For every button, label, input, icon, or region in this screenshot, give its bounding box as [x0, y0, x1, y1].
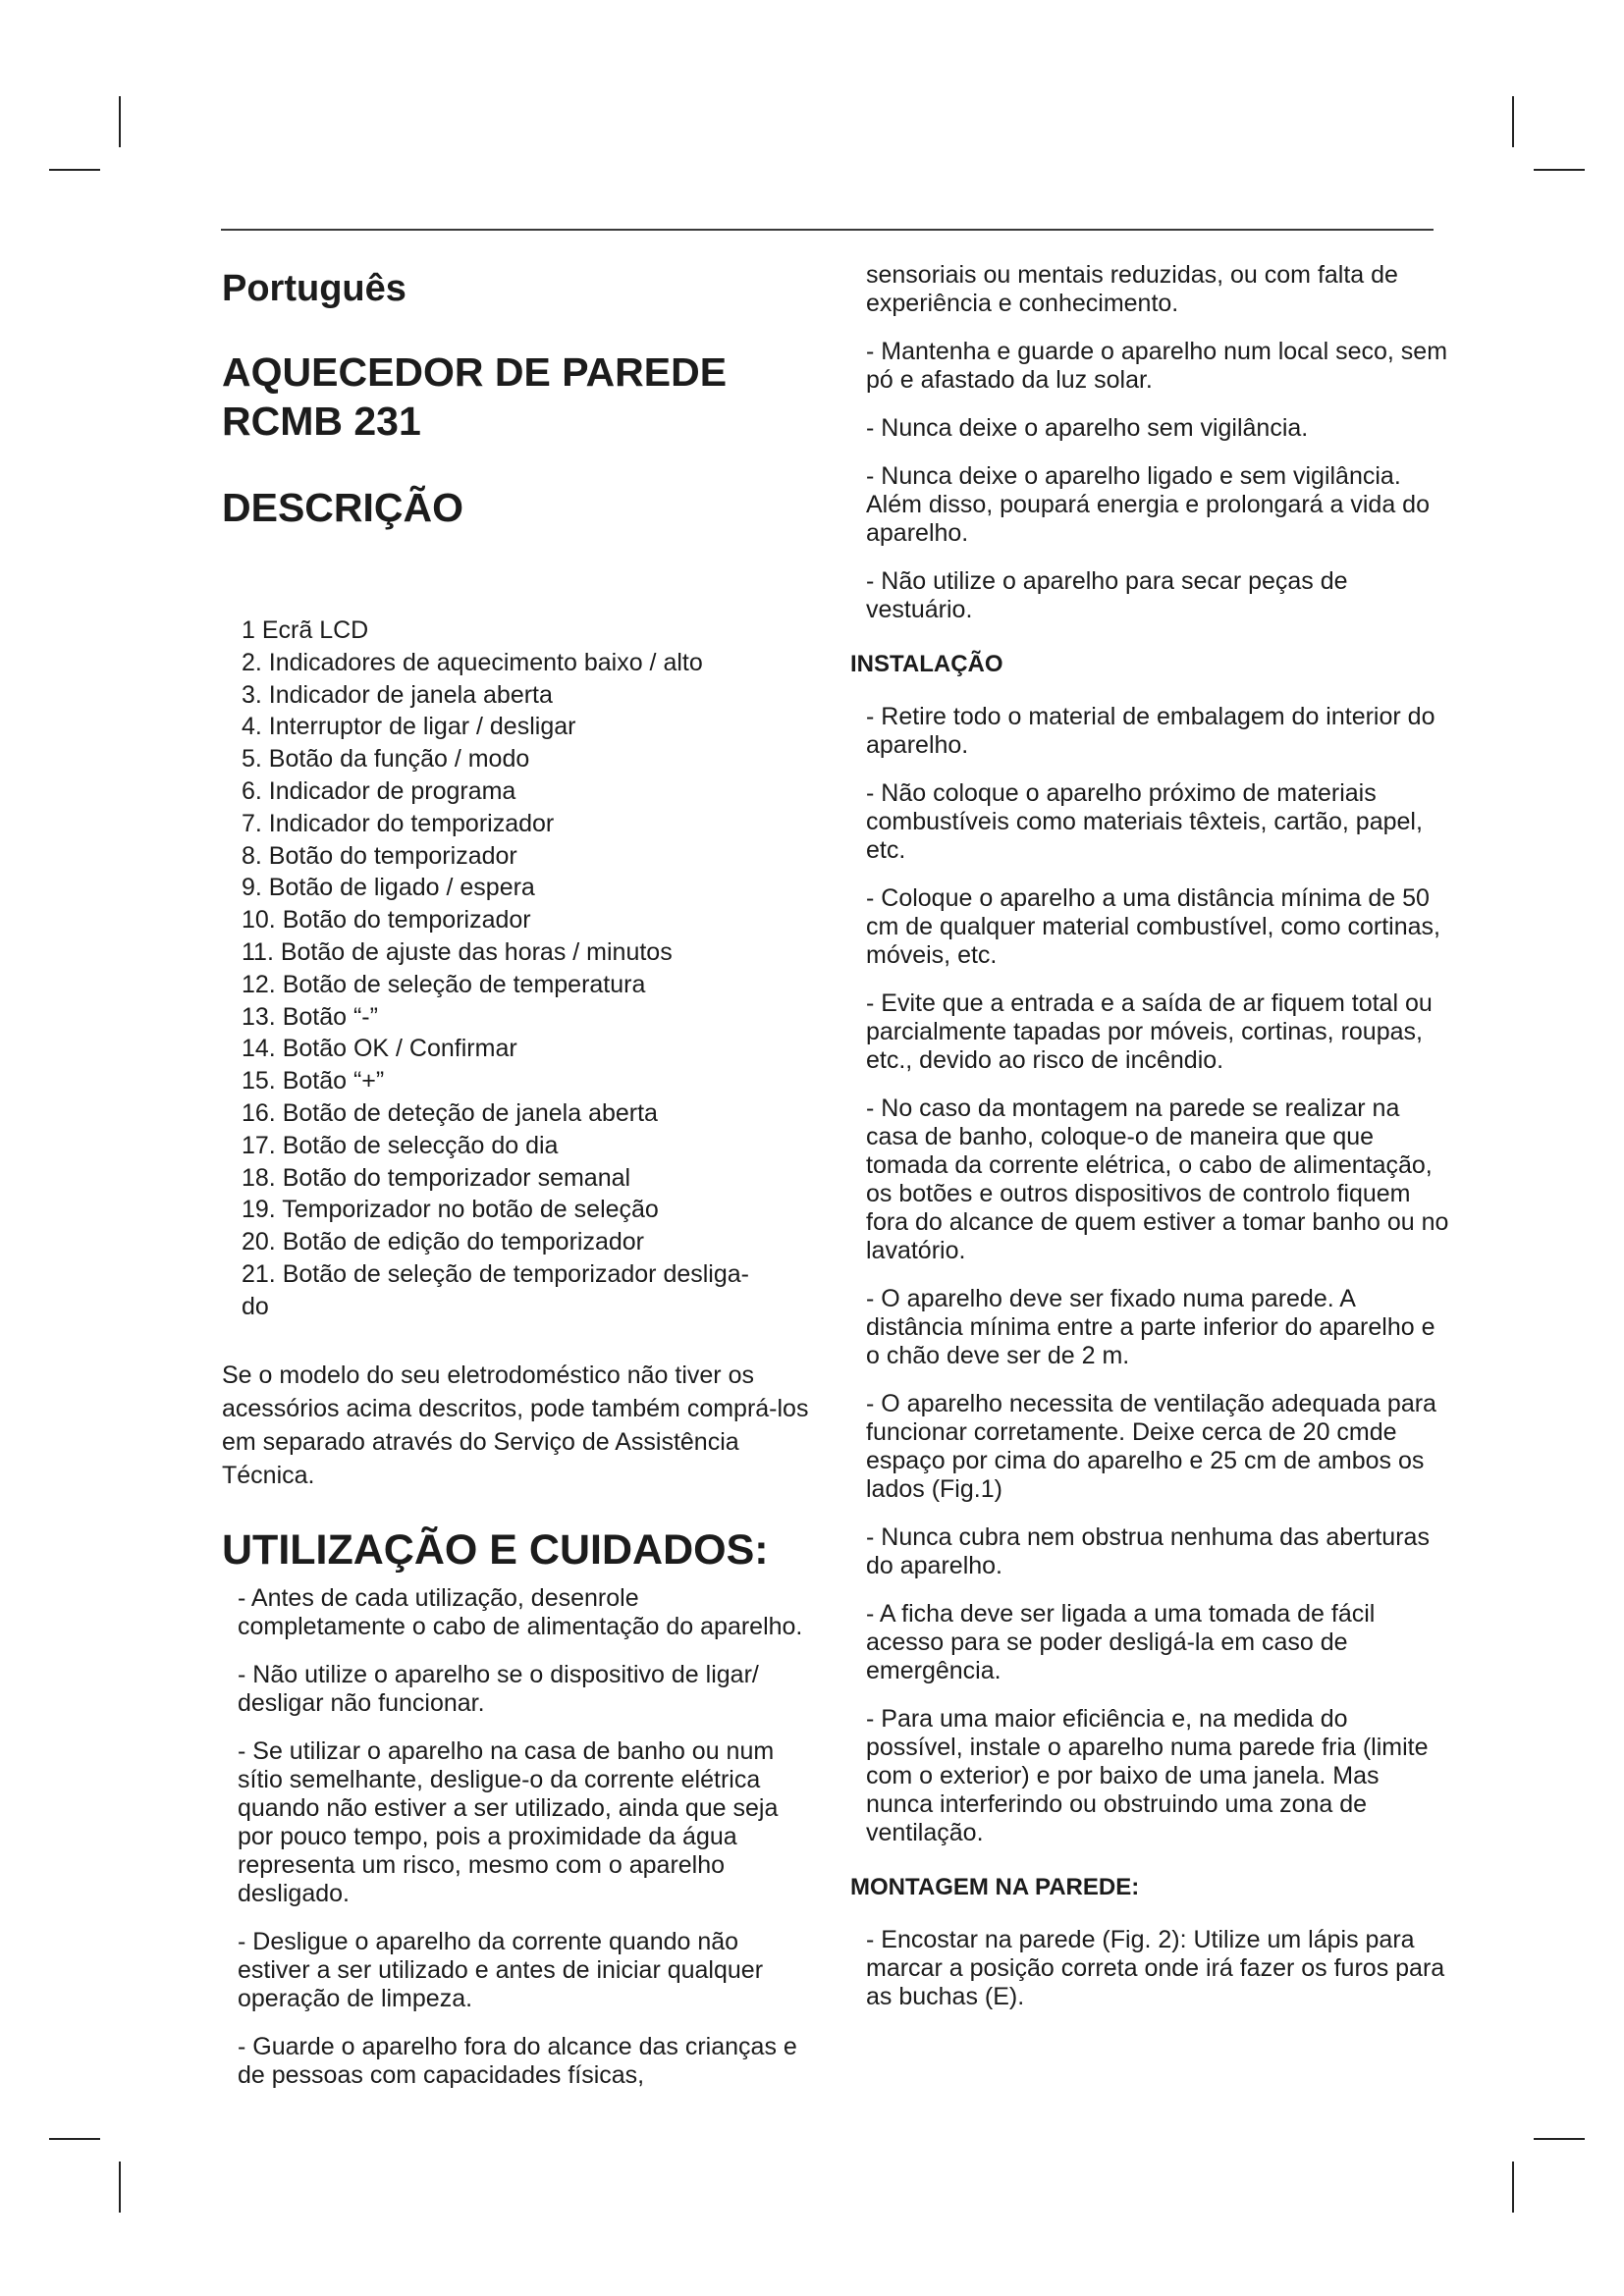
part-item: 12. Botão de seleção de temperatura	[242, 970, 646, 998]
right-column	[850, 261, 1449, 2031]
product-title-line1: AQUECEDOR DE PAREDE	[222, 349, 728, 395]
part-item: 21. Botão de seleção de temporizador desliga-	[242, 1259, 749, 1288]
usage-item: - Nunca deixe o aparelho sem vigilância.	[866, 414, 1309, 442]
part-item: 7. Indicador do temporizador	[242, 809, 555, 837]
usage-item: - Não utilize o aparelho se o dispositivo de ligar/ desligar não funcionar.	[238, 1660, 759, 1717]
part-item: 6. Indicador de programa	[242, 776, 516, 805]
part-item: 10. Botão do temporizador	[242, 906, 531, 934]
part-item: 15. Botão “+”	[242, 1067, 385, 1095]
product-title-line2: RCMB 231	[222, 399, 421, 444]
installation-item: - Retire todo o material de embalagem do interior do aparelho.	[866, 703, 1435, 759]
installation-item: - A ficha deve ser ligada a uma tomada de fácil acesso para se poder desligá-la em caso de emergência.	[866, 1600, 1376, 1684]
installation-item: - O aparelho deve ser fixado numa parede. A distância mínima entre a parte inferior do aparelho e o chão deve ser de 2 m.	[866, 1285, 1435, 1369]
installation-item: - Evite que a entrada e a saída de ar fiquem total ou parcialmente tapadas por móveis, cortinas, roupas, etc., devido ao risco de incêndio.	[866, 989, 1433, 1074]
usage-item: - Desligue o aparelho da corrente quando não estiver a ser utilizado e antes de iniciar qualquer operação de limpeza.	[238, 1927, 764, 2012]
usage-item: - Nunca deixe o aparelho ligado e sem vigilância. Além disso, poupará energia e prolongará a vida do aparelho.	[866, 462, 1430, 547]
part-item: 3. Indicador de janela aberta	[242, 680, 553, 709]
crop-mark-bottom-right-horizontal	[1534, 2138, 1585, 2140]
header-rule	[221, 229, 1434, 231]
installation-item: - Para uma maior eficiência e, na medida do possível, instale o aparelho numa parede fria (limite com o exterior) e por baixo de uma janela. Mas nunca interferindo ou obstruindo uma zona de ventilação.	[866, 1705, 1429, 1846]
usage-item: - Se utilizar o aparelho na casa de banho ou num sítio semelhante, desligue-o da corrente elétrica quando não estiver a ser utilizado, ainda que seja por pouco tempo, pois a proximidade da água representa um risco, mesmo com o aparelho desligado.	[238, 1736, 779, 1907]
installation-item: - Coloque o aparelho a uma distância mínima de 50 cm de qualquer material combustível, como cortinas, móveis, etc.	[866, 884, 1440, 969]
crop-mark-bottom-left-horizontal	[49, 2138, 100, 2140]
wall-mount-item: - Encostar na parede (Fig. 2): Utilize um lápis para marcar a posição correta onde irá fazer os furos para as buchas (E).	[866, 1926, 1445, 2010]
crop-mark-bottom-right-vertical	[1512, 2162, 1514, 2213]
part-item: 2. Indicadores de aquecimento baixo / alto	[242, 648, 703, 676]
crop-mark-top-left-horizontal	[49, 169, 100, 171]
accessories-note: Se o modelo do seu eletrodoméstico não tiver os acessórios acima descritos, pode também comprá-los em separado através do Serviço de Assistência Técnica.	[222, 1361, 809, 1489]
part-item: 16. Botão de deteção de janela aberta	[242, 1098, 658, 1127]
usage-list-left	[222, 1584, 811, 2090]
part-item: 14. Botão OK / Confirmar	[242, 1035, 517, 1063]
usage-continuation: sensoriais ou mentais reduzidas, ou com falta de experiência e conhecimento.	[866, 261, 1398, 317]
description-heading: DESCRIÇÃO	[222, 485, 464, 530]
usage-heading: UTILIZAÇÃO E CUIDADOS:	[222, 1525, 769, 1574]
crop-mark-top-right-vertical	[1512, 96, 1514, 147]
part-item: 18. Botão do temporizador semanal	[242, 1163, 631, 1192]
part-item: 17. Botão de selecção do dia	[242, 1131, 559, 1159]
usage-item: - Antes de cada utilização, desenrole completamente o cabo de alimentação do aparelho.	[238, 1583, 803, 1640]
part-item: 11. Botão de ajuste das horas / minutos	[242, 937, 673, 966]
wall-mount-heading: MONTAGEM NA PAREDE:	[850, 1874, 1140, 1900]
installation-heading: INSTALAÇÃO	[850, 651, 1003, 677]
part-item: 8. Botão do temporizador	[242, 841, 517, 870]
crop-mark-bottom-left-vertical	[119, 2162, 121, 2213]
part-item: 9. Botão de ligado / espera	[242, 874, 535, 902]
part-item: 20. Botão de edição do temporizador	[242, 1228, 644, 1256]
usage-item: - Não utilize o aparelho para secar peças de vestuário.	[866, 567, 1348, 623]
part-item: do	[242, 1292, 269, 1320]
part-item: 19. Temporizador no botão de seleção	[242, 1196, 659, 1224]
usage-item: - Guarde o aparelho fora do alcance das crianças e de pessoas com capacidades físicas,	[238, 2032, 797, 2089]
installation-item: - No caso da montagem na parede se realizar na casa de banho, coloque-o de maneira que que tomada da corrente elétrica, o cabo de alimentação, os botões e outros dispositivos de controlo fiquem fora do alcance de quem estiver a tomar banho ou no lavatório.	[866, 1095, 1449, 1264]
language-label: Português	[222, 268, 406, 309]
left-column	[222, 253, 811, 2109]
crop-mark-top-left-vertical	[119, 96, 121, 147]
installation-item: - O aparelho necessita de ventilação adequada para funcionar corretamente. Deixe cerca de 20 cmde espaço por cima do aparelho e 25 cm de ambos os lados (Fig.1)	[866, 1390, 1436, 1503]
usage-item: - Mantenha e guarde o aparelho num local seco, sem pó e afastado da luz solar.	[866, 338, 1448, 394]
part-item: 4. Interruptor de ligar / desligar	[242, 713, 576, 741]
parts-list	[242, 614, 811, 1323]
installation-item: - Nunca cubra nem obstrua nenhuma das aberturas do aparelho.	[866, 1523, 1430, 1579]
part-item: 1 Ecrã LCD	[242, 616, 369, 644]
part-item: 13. Botão “-”	[242, 1002, 378, 1031]
crop-mark-top-right-horizontal	[1534, 169, 1585, 171]
installation-item: - Não coloque o aparelho próximo de materiais combustíveis como materiais têxteis, cartão, papel, etc.	[866, 779, 1423, 864]
part-item: 5. Botão da função / modo	[242, 745, 530, 774]
